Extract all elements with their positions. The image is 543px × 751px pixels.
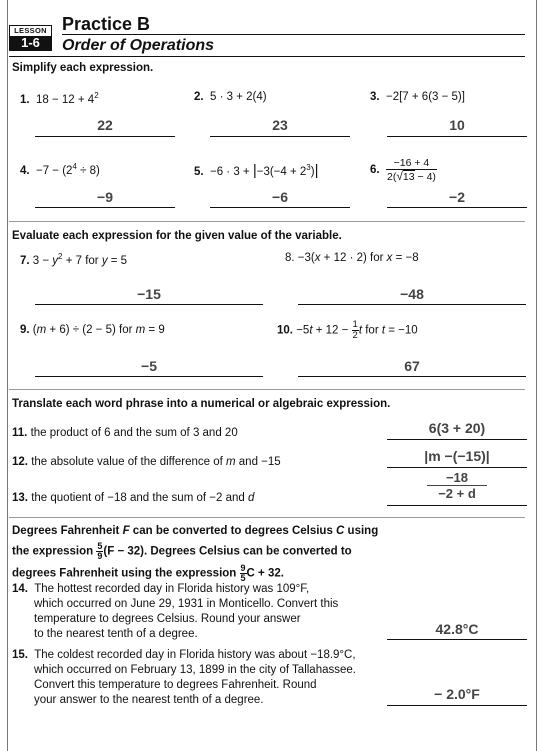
problem-3: 3. −2[7 + 6(3 − 5)]: [370, 91, 465, 103]
problem-number: 11.: [12, 427, 28, 439]
problem-10: 10. −5t + 12 − $\frac{1}{2}$ t for t = −10: [277, 319, 418, 341]
answer-line-4: [35, 207, 175, 208]
problem-13: [12, 492, 254, 504]
subtitle-rule: [9, 56, 525, 57]
answer-line-13: [387, 505, 527, 506]
problem-text: the absolute value of the difference of: [31, 456, 226, 468]
problem-text: and −15: [235, 456, 281, 468]
problem-number: 14.: [12, 583, 28, 595]
answer-line-6: [387, 207, 527, 208]
intro-text: (F − 32). Degrees Celsius can be converted to: [103, 545, 352, 558]
problem-number: 4.: [20, 164, 30, 177]
intro-text: can be converted to degrees Celsius: [129, 525, 337, 537]
answer-13-denominator: −2 + d: [438, 486, 476, 501]
section-divider: [9, 517, 525, 518]
answer-line-3: [387, 136, 527, 137]
problem-1: 1. $18 - 12 + 4^2$: [20, 91, 99, 106]
problem-14: [12, 582, 382, 642]
answer-9: −5: [141, 358, 157, 374]
fraction-denominator: 9: [97, 551, 103, 561]
intro-text: Degrees Fahrenheit: [12, 525, 123, 537]
fraction-numerator: 9: [240, 563, 246, 573]
problem-11: [12, 427, 238, 439]
problem-4: 4. $-7 - (2^4 \div 8)$: [20, 162, 100, 177]
answer-line-14: [387, 639, 527, 640]
variable: m: [226, 456, 236, 468]
answer-line-5: [210, 207, 350, 208]
page-subtitle: Order of Operations: [62, 37, 215, 54]
section1-instruction: Simplify each expression.: [12, 62, 154, 74]
answer-8: −48: [400, 286, 424, 302]
intro-text: degrees Fahrenheit using the expression: [12, 567, 240, 580]
problem-number: 6.: [370, 164, 380, 177]
problem-7: 7. $3 - y^2 + 7$ for y = 5: [20, 252, 128, 267]
answer-line-11: [387, 439, 527, 440]
problem-number: 13.: [12, 492, 28, 504]
section-divider: [9, 221, 525, 222]
answer-6: −2: [449, 189, 465, 205]
answer-line-2: [210, 136, 350, 137]
problem-line: The coldest recorded day in Florida history was about −18.9°C,: [34, 649, 356, 661]
answer-line-15: [387, 705, 527, 706]
lesson-number: 1-6: [10, 36, 51, 50]
answer-2: 23: [272, 117, 288, 133]
answer-13-numerator: −18: [445, 470, 469, 485]
answer-1: 22: [97, 117, 113, 133]
page-title: Practice B: [62, 14, 151, 34]
answer-14: 42.8°C: [435, 621, 479, 637]
answer-4: −9: [97, 189, 113, 205]
problem-6: 6. $\frac{-16 + 4}{2(√13 - 4)}$: [370, 157, 436, 183]
problem-15: [12, 648, 382, 708]
problem-2: 2. 5 · 3 + 2(4): [194, 91, 267, 103]
variable: C: [336, 525, 345, 537]
problem-number: 9.: [20, 324, 30, 336]
problem-line: temperature to degrees Celsius. Round your answer: [34, 613, 301, 625]
fraction-denominator: 5: [240, 573, 246, 583]
problem-text: the quotient of −18 and the sum of −2 and: [31, 492, 248, 504]
problem-8: 8. −3(x + 12 · 2) for x = −8: [285, 252, 419, 264]
intro-text: using: [344, 525, 379, 537]
problem-line: your answer to the nearest tenth of a degree.: [34, 694, 264, 706]
answer-15: − 2.0°F: [434, 686, 480, 702]
problem-number: 5.: [194, 166, 204, 178]
problem-number: 8.: [285, 252, 295, 264]
section-divider: [9, 389, 525, 390]
problem-number: 1.: [20, 93, 30, 106]
problem-number: 3.: [370, 91, 380, 103]
problem-number: 15.: [12, 649, 28, 661]
problem-line: which occurred on February 13, 1899 in the city of Tallahassee.: [34, 664, 356, 676]
problem-line: The hottest recorded day in Florida history was 109°F,: [34, 583, 310, 595]
fraction-numerator: 5: [97, 541, 103, 551]
answer-line-8: [298, 304, 526, 305]
answer-line-1: [35, 136, 175, 137]
problem-text: the product of 6 and the sum of 3 and 20: [30, 427, 238, 439]
answer-line-7: [35, 304, 263, 305]
lesson-badge: [9, 25, 52, 51]
intro-text: C + 32.: [246, 567, 284, 580]
problem-number: 10.: [277, 324, 293, 337]
problem-line: to the nearest tenth of a degree.: [34, 628, 198, 640]
variable: d: [247, 492, 255, 504]
answer-3: 10: [449, 117, 465, 133]
answer-12: |m −(−15)|: [424, 448, 490, 464]
answer-10: 67: [404, 358, 420, 374]
answer-line-12: [387, 467, 527, 468]
answer-line-9: [35, 376, 263, 377]
answer-5: −6: [272, 189, 288, 205]
section2-instruction: Evaluate each expression for the given value of the variable.: [12, 230, 342, 242]
problem-number: 7.: [20, 254, 30, 267]
problem-5: 5. $-6 \cdot 3 + |-3(-4 + 2^3)|$: [194, 162, 319, 179]
lesson-label: LESSON: [14, 26, 47, 35]
problem-12: [12, 456, 281, 468]
problem-number: 2.: [194, 91, 204, 103]
problem-line: which occurred on June 29, 1931 in Monticello. Convert this: [34, 598, 339, 610]
intro-text: the expression: [12, 545, 97, 558]
variable: F: [122, 525, 130, 537]
answer-11: 6(3 + 20): [428, 420, 486, 436]
section3-instruction: Translate each word phrase into a numerical or algebraic expression.: [12, 398, 391, 410]
problem-9: 9. (m + 6) ÷ (2 − 5) for m = 9: [20, 324, 165, 336]
problem-line: Convert this temperature to degrees Fahrenheit. Round: [34, 679, 317, 691]
problem-number: 12.: [12, 456, 28, 468]
section4-intro: [12, 524, 412, 583]
answer-line-10: [298, 376, 526, 377]
title-rule: [62, 34, 525, 35]
answer-7: −15: [137, 286, 161, 302]
answer-13: [387, 470, 527, 501]
